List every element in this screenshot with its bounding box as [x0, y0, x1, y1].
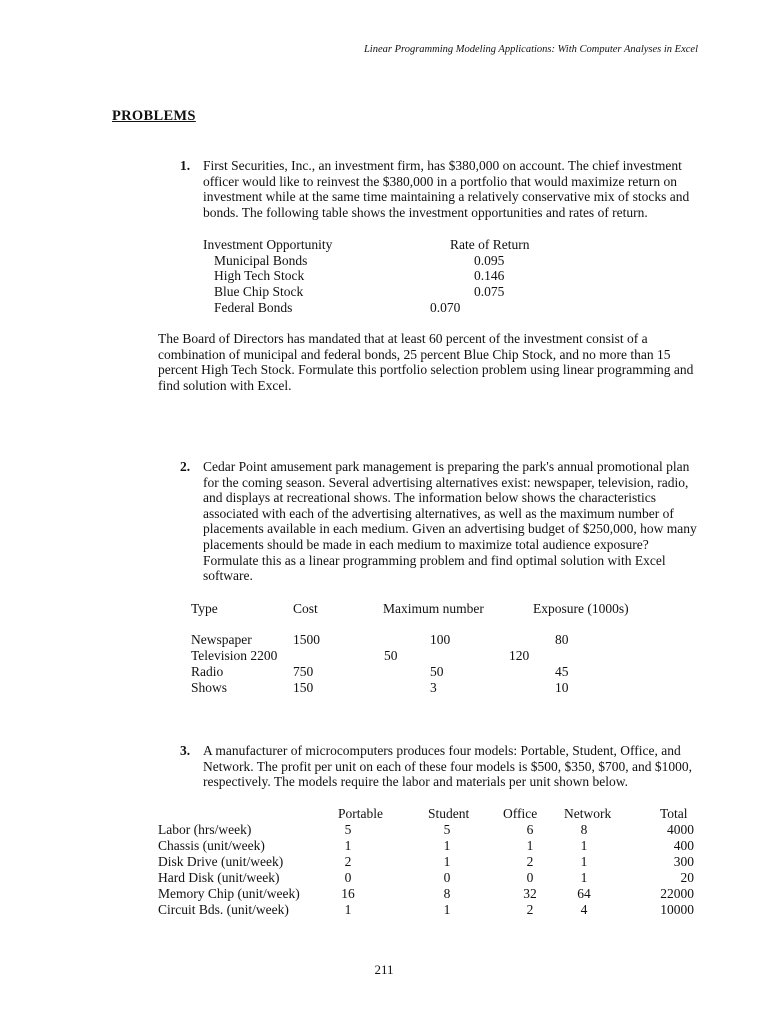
p3-cell: 1 [580, 854, 588, 869]
p3-cell: 32 [523, 886, 537, 901]
p3-cell: 0 [443, 870, 451, 885]
p3-header-total: Total [660, 806, 688, 821]
page-number: 211 [374, 962, 394, 977]
p1-header-opportunity: Investment Opportunity [203, 237, 333, 252]
p2-cell-max: 100 [430, 632, 451, 647]
p3-cell: 1 [443, 854, 451, 869]
p2-cell-max: 50 [430, 664, 444, 679]
section-title: PROBLEMS [112, 108, 196, 124]
p3-cell-total: 20 [680, 870, 694, 885]
p2-header-cost: Cost [293, 601, 318, 616]
p1-row-name: High Tech Stock [214, 268, 305, 283]
p3-cell: 1 [443, 902, 451, 917]
p1-row-rate: 0.095 [474, 253, 505, 268]
p2-cell-cost: 750 [293, 664, 314, 679]
p3-cell: 4 [580, 902, 588, 917]
p3-cell-total: 22000 [660, 886, 694, 901]
p3-cell: 0 [344, 870, 352, 885]
p3-cell-total: 4000 [667, 822, 694, 837]
p3-header-network: Network [564, 806, 612, 821]
problem-1-text: First Securities, Inc., an investment firm, has $380,000 on account. The chief investment officer would like to reinvest the $380,000 in a portfolio that would maximize return on investment while at the same time maintaining a relatively conservative mix of stocks and bonds. The following table shows the investment opportunities and rates of return. [203, 158, 690, 220]
problem-3-number: 3. [180, 743, 191, 758]
problem-1-number: 1. [180, 158, 191, 173]
p3-cell: 1 [580, 838, 588, 853]
p3-row-label: Hard Disk (unit/week) [158, 870, 280, 885]
p3-cell: 5 [443, 822, 451, 837]
p2-header-max: Maximum number [383, 601, 484, 616]
p3-cell-total: 300 [673, 854, 694, 869]
p1-row-rate: 0.070 [430, 300, 461, 315]
p3-header-office: Office [503, 806, 538, 821]
p1-row-name: Federal Bonds [214, 300, 293, 315]
p2-cell-cost: 150 [293, 680, 314, 695]
p2-cell-exposure: 80 [555, 632, 569, 647]
p3-header-student: Student [428, 806, 470, 821]
p2-cell-exposure: 10 [555, 680, 569, 695]
p3-cell: 8 [580, 822, 588, 837]
p2-cell-max: 50 [384, 648, 398, 663]
p2-header-exposure: Exposure (1000s) [533, 601, 629, 616]
p3-cell: 5 [344, 822, 352, 837]
problem-1-followup: The Board of Directors has mandated that at least 60 percent of the investment consist of a combination of municipal and federal bonds, 25 percent Blue Chip Stock, and no more than 15 percent High Tech Stock. Formulate this portfolio selection problem using linear programming and find solution with Excel. [158, 331, 694, 393]
problem-3-text: A manufacturer of microcomputers produces four models: Portable, Student, Office, and Network. The profit per unit on each of these four models is $500, $350, $700, and $1000, respectively. The models require the labor and materials per unit shown below. [203, 743, 693, 790]
p2-cell-cost: 1500 [293, 632, 320, 647]
problem-2-number: 2. [180, 459, 191, 474]
p3-header-portable: Portable [338, 806, 383, 821]
p3-cell: 16 [341, 886, 355, 901]
p3-cell: 8 [443, 886, 451, 901]
p3-row-label: Memory Chip (unit/week) [158, 886, 300, 901]
p2-cell-max: 3 [430, 680, 437, 695]
p2-header-type: Type [191, 601, 218, 616]
p1-row-rate: 0.146 [474, 268, 505, 283]
p3-row-label: Circuit Bds. (unit/week) [158, 902, 289, 917]
p3-cell: 1 [443, 838, 451, 853]
p3-cell: 6 [526, 822, 534, 837]
p3-cell-total: 10000 [660, 902, 694, 917]
p2-cell-type: Shows [191, 680, 228, 695]
p3-cell: 1 [344, 902, 352, 917]
p3-cell: 1 [580, 870, 588, 885]
p3-cell: 2 [526, 854, 534, 869]
problem-2-text: Cedar Point amusement park management is preparing the park's annual promotional plan for the coming season. Several advertising alternatives exist: newspaper, television, radio, and displays at recreational shows. The information below shows the characteristics associated with each of the advertising alternatives, as well as the maximum number of placements available in each medium. Given an advertising budget of $250,000, how many placements should be made in each medium to maximize total audience exposure? Formulate this as a linear programming problem and find optimal solution with Excel software. [203, 459, 697, 584]
p3-cell: 0 [526, 870, 534, 885]
running-header: Linear Programming Modeling Applications: With Computer Analyses in Excel [363, 44, 698, 55]
p3-cell: 2 [344, 854, 352, 869]
p3-cell-total: 400 [673, 838, 694, 853]
p3-cell: 64 [577, 886, 591, 901]
p3-row-label: Disk Drive (unit/week) [158, 854, 284, 869]
p2-cell-exposure: 120 [509, 648, 530, 663]
p1-header-rate: Rate of Return [450, 237, 530, 252]
p1-row-name: Blue Chip Stock [214, 284, 304, 299]
p3-cell: 1 [344, 838, 352, 853]
p3-cell: 1 [526, 838, 534, 853]
p3-row-label: Labor (hrs/week) [158, 822, 252, 837]
p3-row-label: Chassis (unit/week) [158, 838, 265, 853]
p2-cell-type: Radio [191, 664, 224, 679]
p1-row-rate: 0.075 [474, 284, 505, 299]
p2-cell-exposure: 45 [555, 664, 569, 679]
p2-cell-type: Newspaper [191, 632, 252, 647]
p1-row-name: Municipal Bonds [214, 253, 308, 268]
p2-cell-type: Television 2200 [191, 648, 278, 663]
p3-cell: 2 [526, 902, 534, 917]
